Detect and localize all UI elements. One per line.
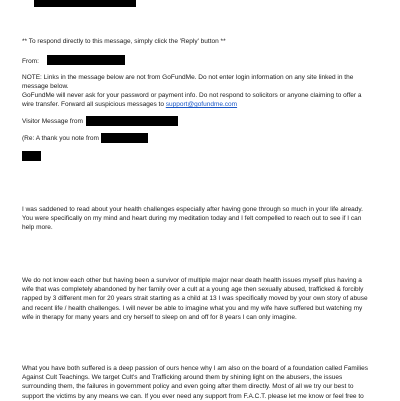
message-paragraph-1 (22, 205, 378, 233)
paragraph-line: wife in therapy for many years and cry herself to sleep on and off for 8 years I can only imagine. (22, 313, 297, 321)
paragraph-line: I was saddened to read about your health challenges especially after having gone through so much in your life already. (22, 206, 363, 213)
redacted-greeting (22, 151, 41, 161)
redacted-visitor-name (86, 116, 178, 126)
paragraph-line: Against Cult Teachings. We target Cult's and Trafficking around them by shining light on the abusers, the issues (22, 374, 343, 382)
notice-line-3: GoFundMe will never ask for your password or payment info. Do not respond to solicitors or anyone claiming to offer a (22, 92, 362, 99)
re-prefix: (Re: A thank you note from (22, 135, 99, 142)
redacted-header-block (34, 0, 136, 7)
paragraph-line: surrounding them, the failures in government policy and even going after them directly. Most of all we try our best to (22, 383, 354, 391)
support-email-link[interactable]: support@gofundme.com (165, 101, 238, 108)
notice-line-2: message below. (22, 83, 69, 90)
visitor-message-label: Visitor Message from (22, 118, 83, 125)
paragraph-line: rapped by 3 different men for 20 years strait starting as a child at 13 I was specifically moved by your own story of abuse (22, 295, 368, 303)
redacted-re-name (101, 133, 148, 143)
notice-line-4-text: wire transfer. Forward all suspicious messages to (22, 101, 164, 108)
paragraph-line: help more. (22, 224, 53, 232)
paragraph-line: support the victims by any means we can. If you ever need any support from F.A.C.T. please let me know or feel free to (22, 392, 364, 400)
message-paragraph-2 (22, 276, 378, 322)
reply-instruction: ** To respond directly to this message, simply click the 'Reply' button ** (22, 38, 226, 45)
paragraph-line: We do not know each other but having been a survivor of multiple major near death health issues myself plus having a (22, 277, 362, 284)
notice-line-1: NOTE: Links in the message below are not from GoFundMe. Do not enter login information on any site linked in the (22, 74, 354, 81)
from-label: From: (22, 58, 39, 65)
redacted-sender (47, 55, 125, 65)
paragraph-line: and recent life / health challenges. I will never be able to imagine what you and my wife have suffered but watching my (22, 304, 363, 312)
paragraph-line: What you have both suffered is a deep passion of ours hence why I am also on the board of a foundation called Families (22, 365, 369, 372)
message-paragraph-3 (22, 364, 378, 401)
paragraph-line: You were specifically on my mind and heart during my meditation today and I felt compelled to reach out to see if I can (22, 215, 362, 223)
notice-line-4 (22, 100, 237, 109)
paragraph-line: wife that was completely abandoned by her family over a cult at a young age then sexually abused, trafficked & forcibly (22, 286, 364, 294)
